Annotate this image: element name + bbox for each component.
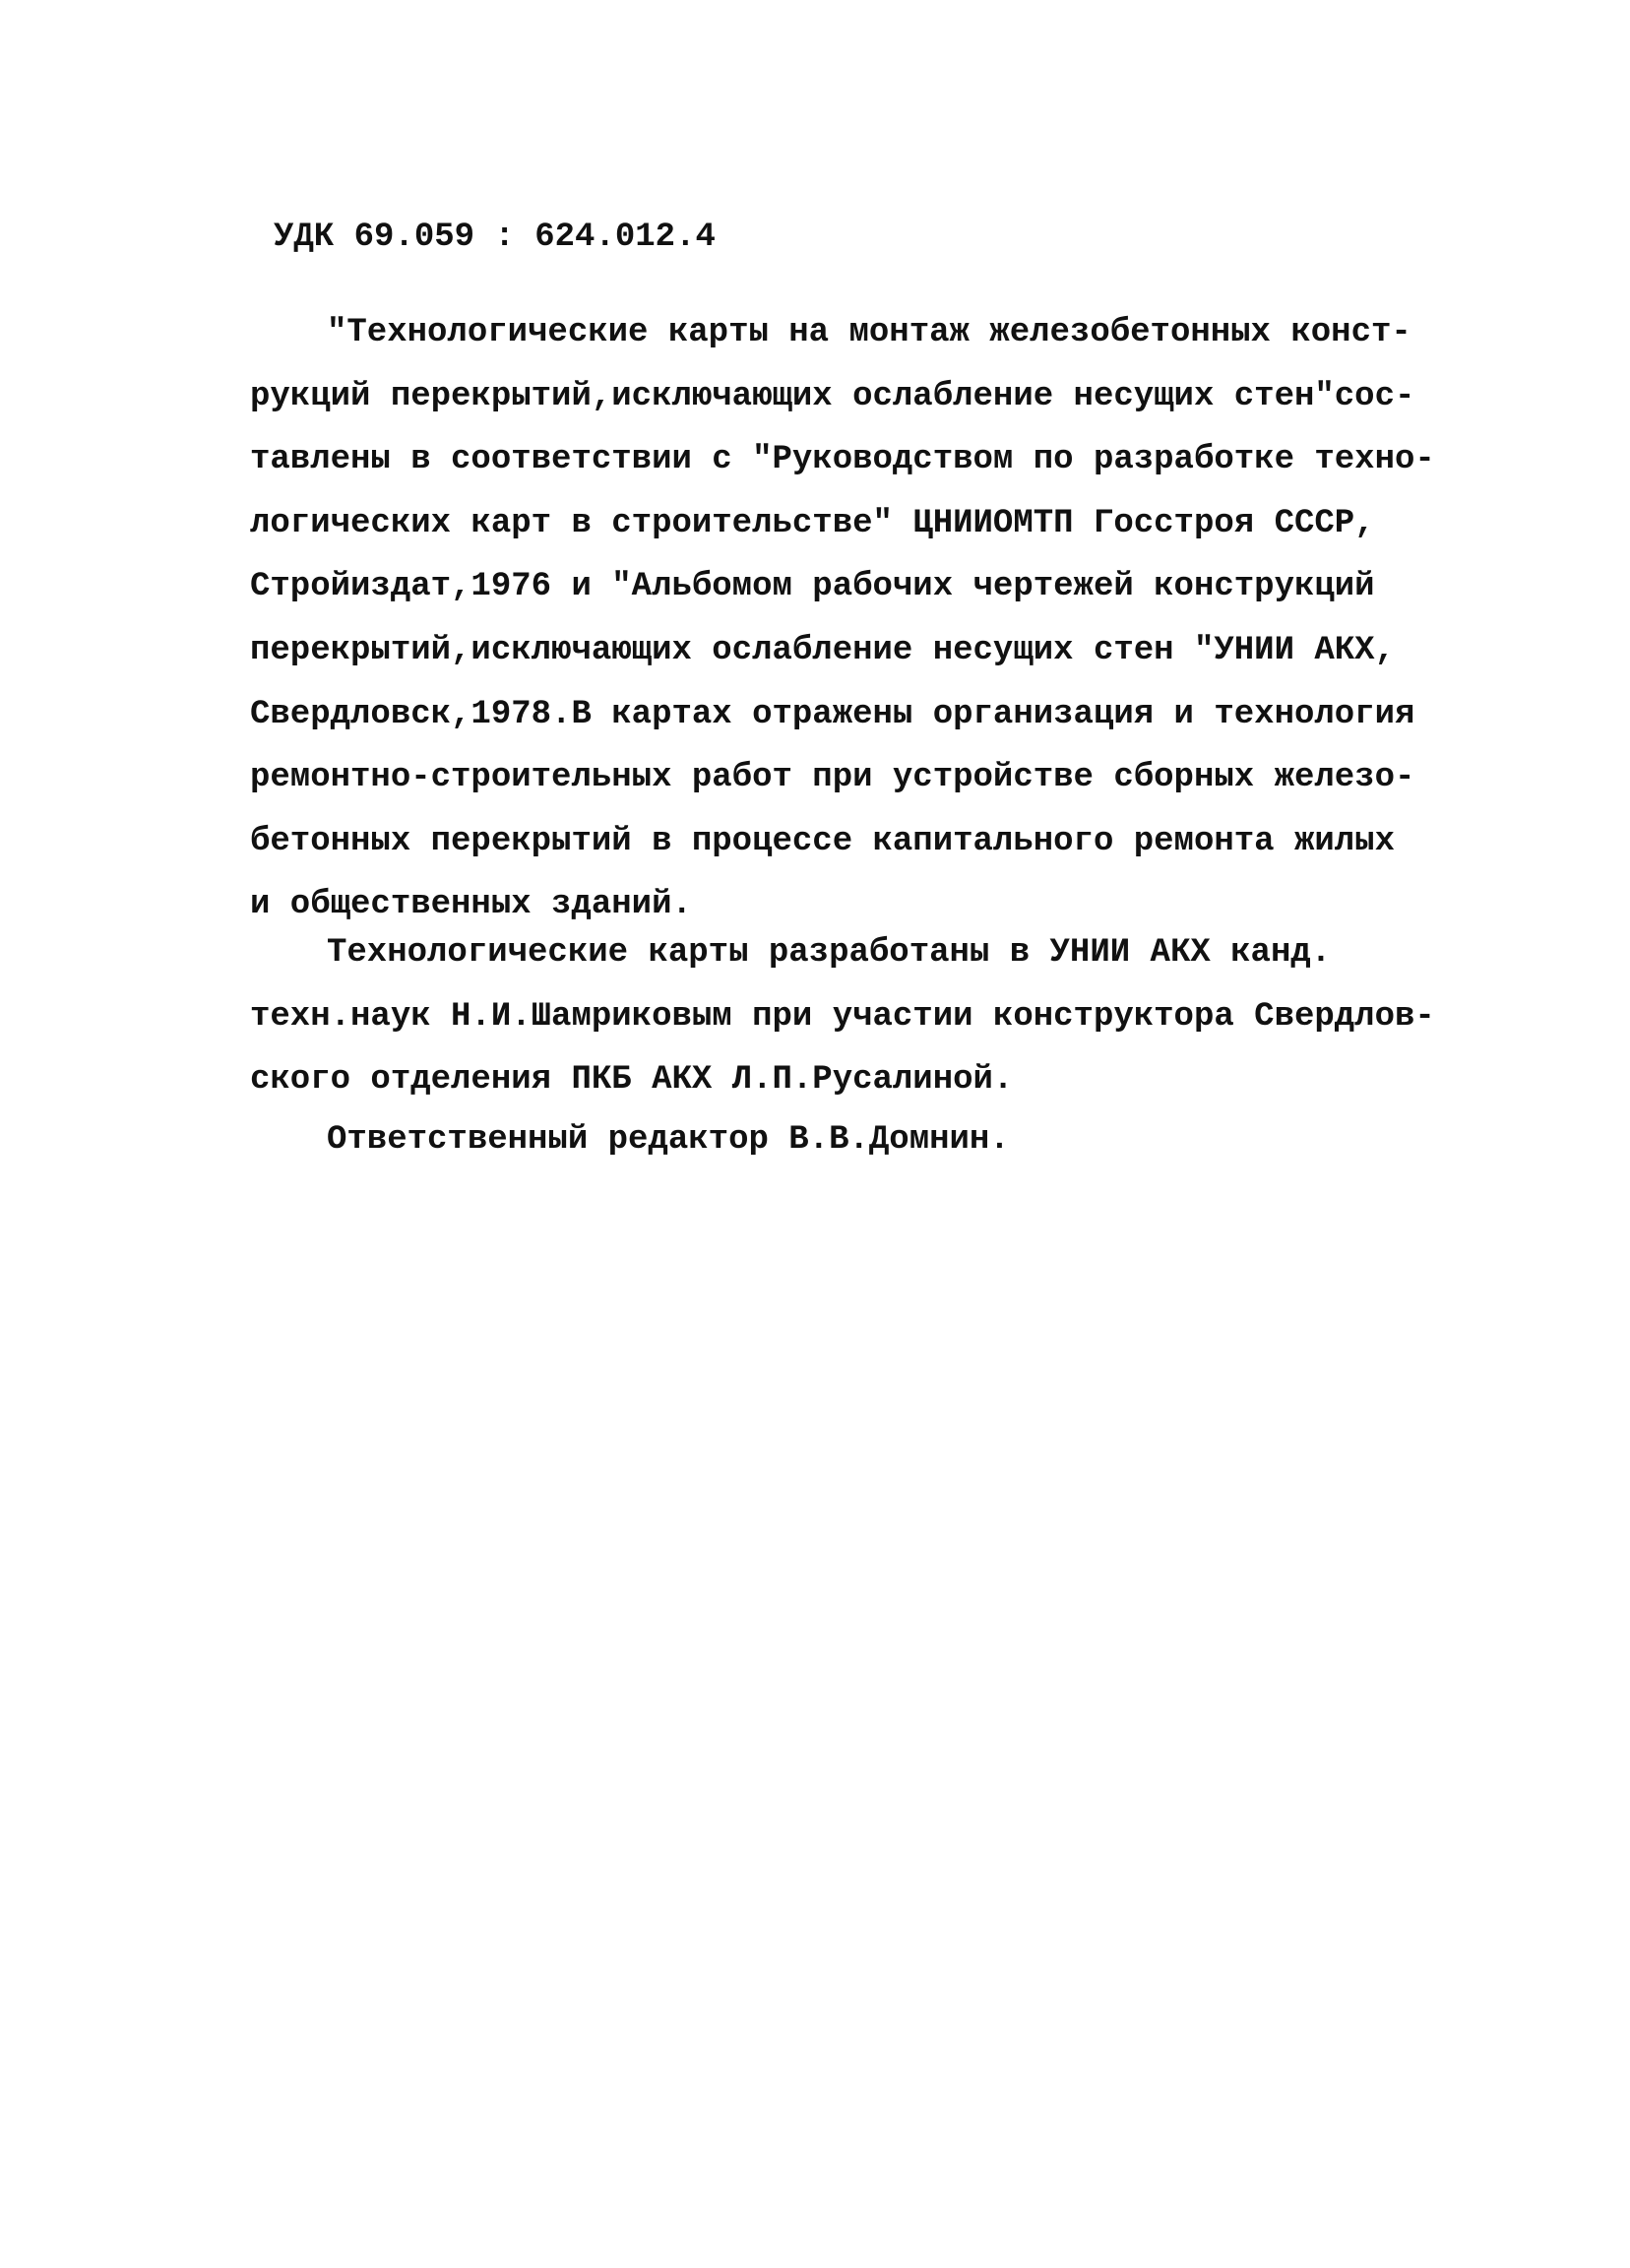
text-line: бетонных перекрытий в процессе капитального ремонта жилых <box>250 822 1395 860</box>
paragraph-intro <box>250 301 1435 937</box>
text-line: техн.наук Н.И.Шамриковым при участии конструктора Свердлов- <box>250 997 1435 1036</box>
text-line: и общественных зданий. <box>250 886 692 924</box>
text-line: ского отделения ПКБ АКХ Л.П.Русалиной. <box>250 1061 1014 1100</box>
text-line: перекрытий,исключающих ослабление несущих стен "УНИИ АКХ, <box>250 631 1395 669</box>
text-line: "Технологические карты на монтаж железобетонных конст- <box>327 314 1411 351</box>
editor-line: Ответственный редактор В.В.Домнин. <box>327 1121 1010 1159</box>
text-line: тавлены в соответствии с "Руководством по разработке техно- <box>250 441 1435 479</box>
text-line: логических карт в строительстве" ЦНИИОМТП Госстроя СССР, <box>250 504 1375 542</box>
paragraph-authors <box>250 921 1435 1112</box>
text-line: Стройиздат,1976 и "Альбомом рабочих чертежей конструкций <box>250 568 1375 606</box>
text-line: ремонтно-строительных работ при устройстве сборных железо- <box>250 759 1415 797</box>
paragraph-editor <box>250 1108 1411 1172</box>
text-line: Технологические карты разработаны в УНИИ АКХ канд. <box>327 934 1332 972</box>
text-line: Свердловск,1978.В картах отражены организация и технология <box>250 695 1415 733</box>
udk-code: УДК 69.059 : 624.012.4 <box>274 219 716 256</box>
text-line: рукций перекрытий,исключающих ослабление несущих стен"сос- <box>250 377 1415 415</box>
